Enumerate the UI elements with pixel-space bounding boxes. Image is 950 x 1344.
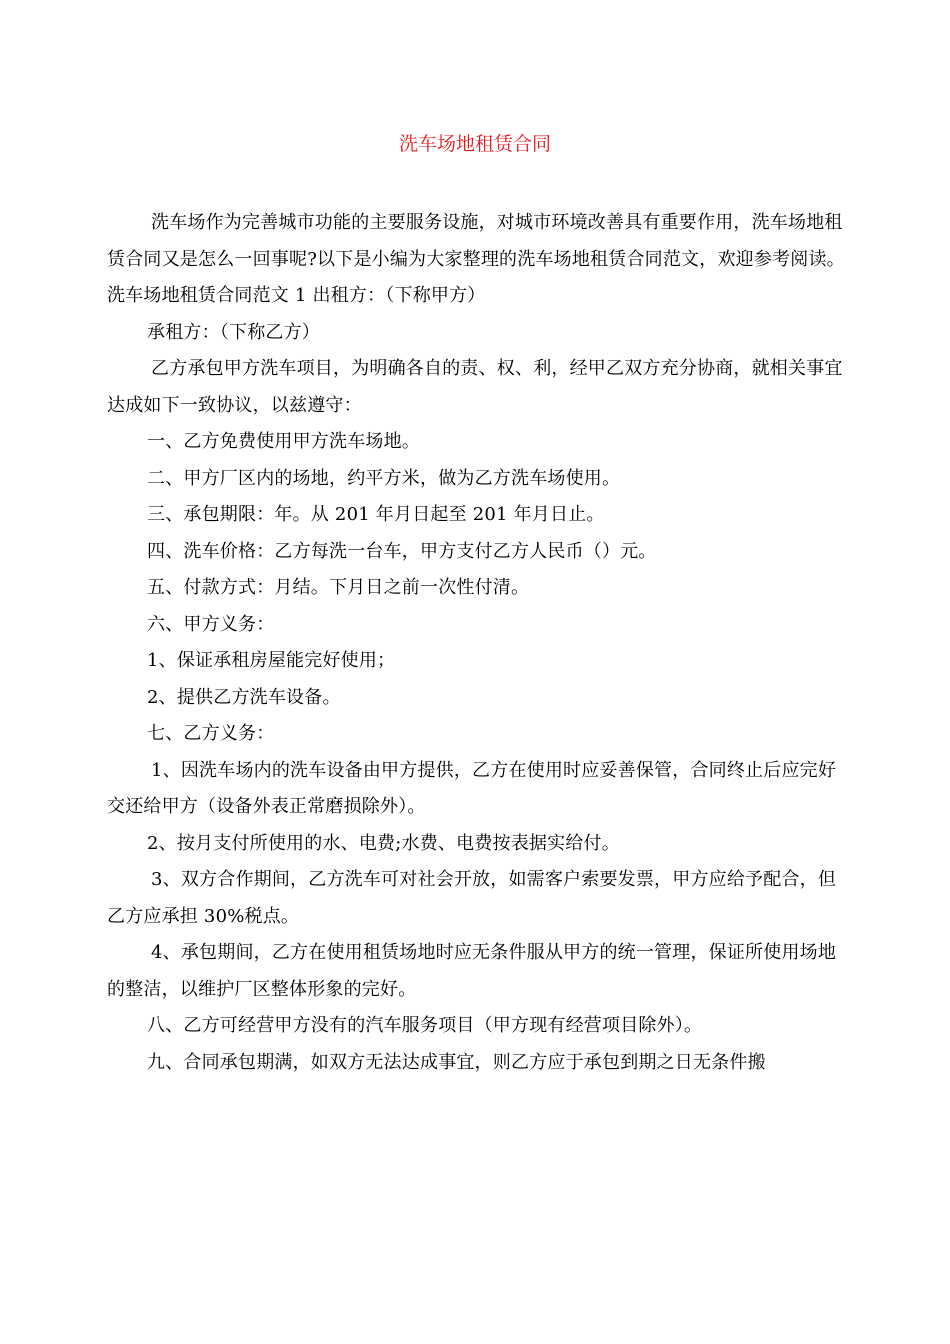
lessee-line: 承租方：（下称乙方） — [147, 321, 320, 343]
clause-9: 九、合同承包期满，如双方无法达成事宜，则乙方应于承包到期之日无条件搬 — [147, 1051, 766, 1073]
clause-7-item-2: 2、按月支付所使用的水、电费;水费、电费按表据实给付。 — [147, 832, 620, 854]
clause-1: 一、乙方免费使用甲方洗车场地。 — [147, 431, 420, 452]
sample-heading-parties: 洗车场地租赁合同范文 1 出租方：（下称甲方） — [107, 285, 486, 306]
clause-7-heading: 七、乙方义务： — [147, 723, 275, 744]
clause-3: 三、承包期限：年。从 201 年月日起至 201 年月日止。 — [147, 504, 605, 525]
clause-7-item-4: 4、承包期间，乙方在使用租赁场地时应无条件服从甲方的统一管理，保证所使用场地的整洁，以维护厂区整体形象的完好。 — [107, 942, 837, 1000]
intro-paragraph: 洗车场作为完善城市功能的主要服务设施，对城市环境改善具有重要作用，洗车场地租赁合同又是怎么一回事呢?以下是小编为大家整理的洗车场地租赁合同范文，欢迎参考阅读。 — [107, 212, 845, 270]
clause-6-item-1: 1、保证承租房屋能完好使用； — [147, 650, 396, 671]
clause-7-item-3: 3、双方合作期间，乙方洗车可对社会开放，如需客户索要发票，甲方应给予配合，但乙方应承担 30%税点。 — [107, 869, 837, 927]
agreement-preamble: 乙方承包甲方洗车项目，为明确各自的责、权、利，经甲乙双方充分协商，就相关事宜达成如下一致协议，以兹遵守： — [107, 358, 843, 416]
document-title: 洗车场地租赁合同 — [398, 133, 551, 155]
clause-2: 二、甲方厂区内的场地，约平方米，做为乙方洗车场使用。 — [147, 467, 621, 489]
clause-6-heading: 六、甲方义务： — [147, 613, 275, 635]
clause-4: 四、洗车价格：乙方每洗一台车，甲方支付乙方人民币（）元。 — [147, 540, 657, 562]
clause-6-item-2: 2、提供乙方洗车设备。 — [147, 686, 341, 708]
clause-5: 五、付款方式：月结。下月日之前一次性付清。 — [147, 577, 530, 598]
clause-8: 八、乙方可经营甲方没有的汽车服务项目（甲方现有经营项目除外）。 — [147, 1015, 703, 1036]
document-body — [107, 205, 847, 1081]
clause-7-item-1: 1、因洗车场内的洗车设备由甲方提供，乙方在使用时应妥善保管，合同终止后应完好交还给甲方（设备外表正常磨损除外）。 — [107, 759, 837, 817]
